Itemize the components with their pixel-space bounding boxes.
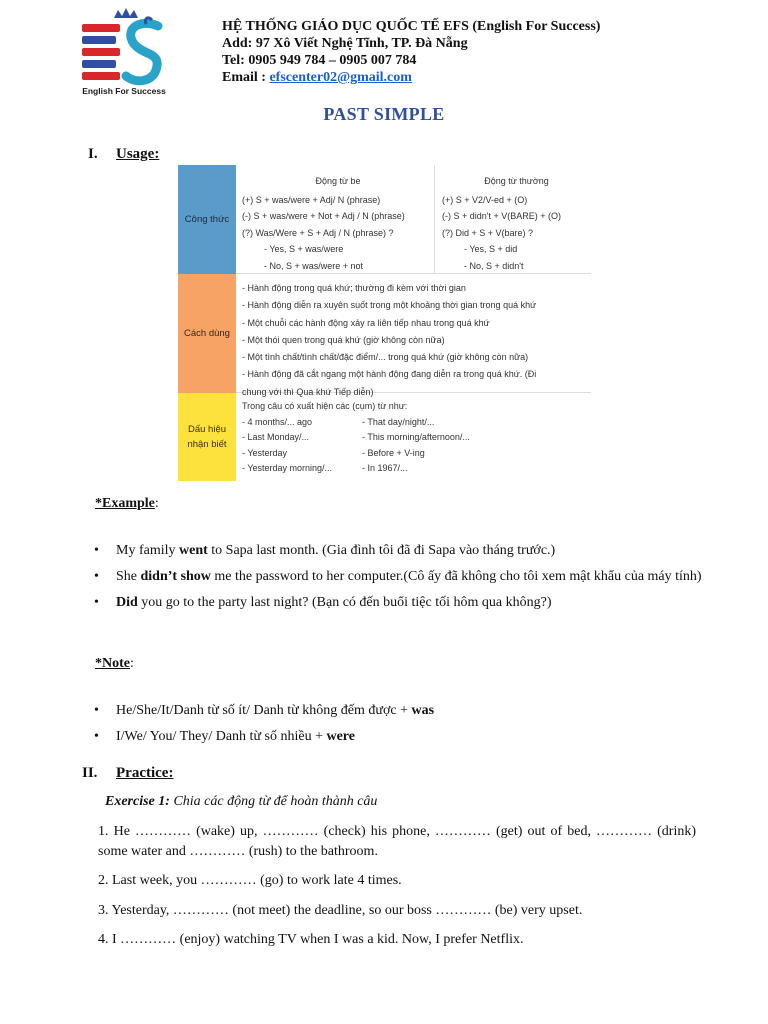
- to-be-line: (+) S + was/were + Adj/ N (phrase): [242, 194, 381, 205]
- formula-to-be: [236, 165, 435, 274]
- signal-word: - 4 months/... ago: [242, 416, 313, 427]
- example-heading-text: *Example: [95, 496, 155, 511]
- signal-word: - Last Monday/...: [242, 432, 310, 442]
- example-text: you go to the party last night? (Bạn có đến buổi tiệc tối hôm qua không?): [137, 595, 552, 610]
- list-item: [116, 590, 716, 616]
- list-item: [116, 538, 716, 564]
- email-link[interactable]: efscenter02@gmail.com: [269, 70, 412, 85]
- regular-verb-line: (-) S + didn't + V(BARE) + (O): [442, 211, 561, 221]
- example-verb: didn’t show: [140, 569, 211, 584]
- efs-logo: [78, 8, 170, 96]
- exercise-question-3: 3. Yesterday, ………… (not meet) the deadline, so our boss ………… (be) very upset.: [98, 903, 583, 918]
- regular-verb-line: (+) S + V2/V-ed + (O): [442, 194, 528, 205]
- to-be-line: - Yes, S + was/were: [264, 244, 344, 254]
- regular-verb-header: Động từ thường: [484, 176, 549, 186]
- row-label-formula: Công thức: [178, 165, 236, 274]
- signal-word: - In 1967/...: [362, 463, 408, 473]
- usage-line: - Hành động diễn ra xuyên suốt trong một khoảng thời gian trong quá khứ: [242, 300, 537, 311]
- regular-verb-line: (?) Did + S + V(bare) ?: [442, 227, 534, 238]
- school-name: HỆ THỐNG GIÁO DỤC QUỐC TẾ EFS (English For Success): [222, 19, 601, 34]
- exercise-instruction: Chia các động từ để hoàn thành câu: [169, 794, 378, 809]
- note-verb: were: [326, 729, 355, 744]
- school-header: [222, 18, 600, 86]
- school-phone: Tel: 0905 949 784 – 0905 007 784: [222, 53, 417, 68]
- signal-word: - Yesterday: [242, 447, 288, 458]
- regular-verb-line: - No, S + didn't: [464, 260, 524, 271]
- section-number: II.: [82, 765, 98, 781]
- list-item: [116, 564, 716, 590]
- school-email-line: [222, 69, 600, 86]
- section-usage-heading: [88, 146, 159, 163]
- email-label: Email :: [222, 70, 270, 85]
- signal-intro: Trong câu có xuất hiện các (cụm) từ như:: [242, 401, 408, 411]
- list-item: [116, 724, 716, 750]
- example-text: me the password to her computer.(Cô ấy đã không cho tôi xem mật khẩu của máy tính): [210, 569, 702, 584]
- signal-words: [236, 393, 591, 481]
- usage-list: [236, 274, 591, 397]
- example-text: She: [116, 569, 141, 584]
- list-item: [116, 698, 716, 724]
- formula-regular-verb: [435, 165, 591, 274]
- section-label: Usage:: [116, 146, 160, 162]
- example-verb: went: [179, 543, 208, 558]
- note-heading: [95, 656, 134, 672]
- example-list: [116, 538, 716, 616]
- example-verb: Did: [116, 595, 138, 610]
- section-number: I.: [88, 146, 98, 162]
- usage-line: - Hành động trong quá khứ; thường đi kèm với thời gian: [242, 283, 466, 293]
- row-label-usage: Cách dùng: [178, 274, 236, 393]
- example-text: My family: [116, 543, 179, 558]
- signal-word: - Before + V-ing: [362, 447, 425, 458]
- regular-verb-line: - Yes, S + did: [464, 244, 518, 254]
- usage-line: - Một chuỗi các hành động xảy ra liên tiếp nhau trong quá khứ: [242, 317, 490, 328]
- row-label-signals-line2: nhận biết: [187, 439, 227, 450]
- example-heading-colon: :: [154, 496, 159, 511]
- note-heading-colon: :: [130, 656, 134, 671]
- page-title: PAST SIMPLE: [323, 104, 445, 124]
- exercise-heading: [105, 794, 377, 810]
- section-practice-heading: [82, 765, 173, 782]
- usage-line: chung với thì Qua khứ Tiếp diễn): [242, 386, 374, 397]
- signal-word: - Yesterday morning/...: [242, 463, 333, 473]
- school-address: Add: 97 Xô Viết Nghệ Tĩnh, TP. Đà Nẵng: [222, 36, 468, 51]
- note-text: I/We/ You/ They/ Danh từ số nhiều +: [116, 729, 327, 744]
- exercise-question-1: 1. He ………… (wake) up, ………… (check) his phone, ………… (get) out of bed, ………… (drink) some water and ………… (rush) to the bathroom.: [98, 824, 696, 859]
- note-text: He/She/It/Danh từ số ít/ Danh từ không đếm được +: [116, 703, 412, 718]
- to-be-line: (-) S + was/were + Not + Adj / N (phrase): [242, 211, 405, 221]
- example-heading: [95, 496, 159, 512]
- exercise-question-2: 2. Last week, you ………… (go) to work late 4 times.: [98, 873, 402, 888]
- note-verb: was: [411, 703, 435, 718]
- row-label-signals-line1: Dấu hiệu: [187, 424, 227, 435]
- signal-word: - That day/night/...: [362, 416, 435, 427]
- exercise-question-4: 4. I ………… (enjoy) watching TV when I was a kid. Now, I prefer Netflix.: [98, 932, 524, 947]
- row-label-signals: [178, 393, 236, 481]
- note-heading-text: *Note: [95, 656, 130, 671]
- note-list: [116, 698, 716, 750]
- exercise-label: Exercise 1:: [105, 794, 170, 809]
- section-label: Practice:: [116, 765, 174, 781]
- signal-word: - This morning/afternoon/...: [362, 432, 470, 442]
- usage-line: - Một tình chất/tình chất/đặc điểm/... trong quá khứ (giờ không còn nữa): [242, 352, 529, 363]
- to-be-line: - No, S + was/were + not: [264, 260, 364, 271]
- to-be-header: Động từ be: [315, 176, 361, 186]
- logo-caption: English For Success: [82, 86, 166, 96]
- usage-table: [178, 165, 591, 481]
- usage-line: - Một thói quen trong quá khứ (giờ không còn nữa): [242, 334, 445, 345]
- usage-line: - Hành động đã cắt ngang một hành động đang diễn ra trong quá khứ. (Đi: [242, 369, 537, 380]
- to-be-line: (?) Was/Were + S + Adj / N (phrase) ?: [242, 227, 394, 238]
- example-text: to Sapa last month. (Gia đình tôi đã đi Sapa vào tháng trước.): [207, 543, 556, 558]
